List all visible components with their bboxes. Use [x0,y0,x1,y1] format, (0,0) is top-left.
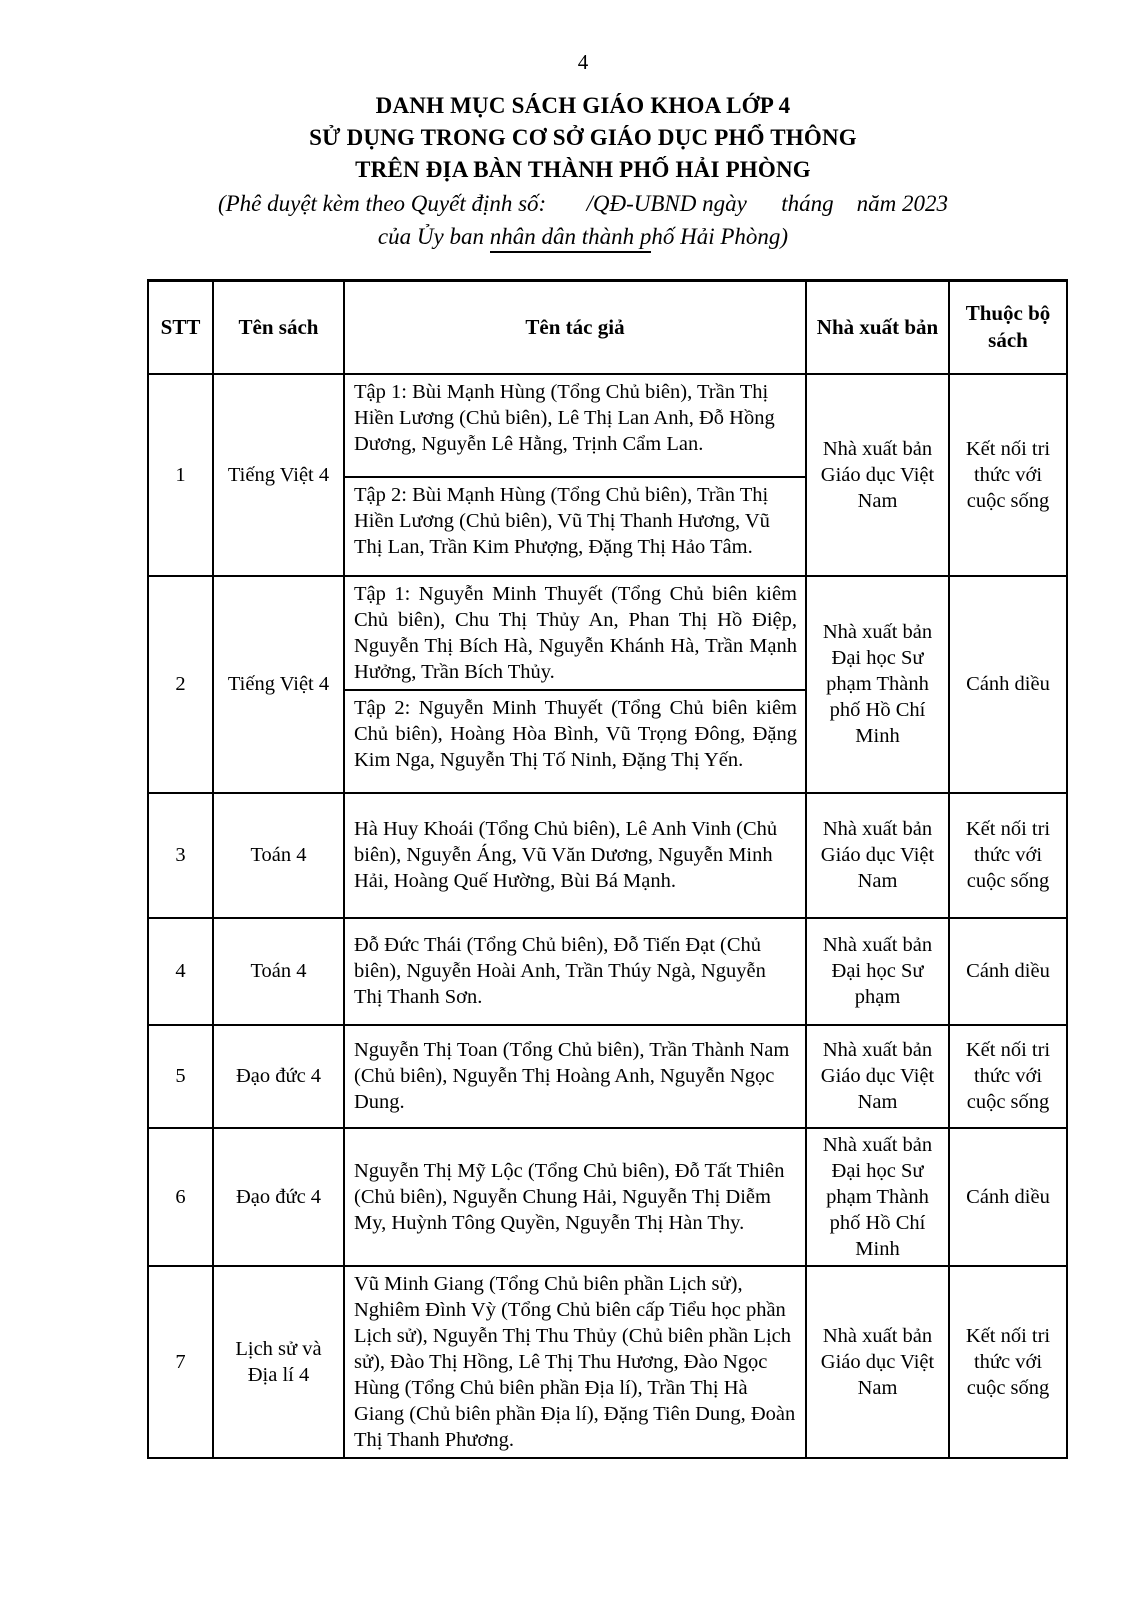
row-nxb: Nhà xuất bản Giáo dục Việt Nam [806,374,949,576]
row-tac-gia: Nguyễn Thị Toan (Tổng Chủ biên), Trần Thành Nam (Chủ biên), Nguyễn Thị Hoàng Anh, Nguyễn Ngọc Dung. [344,1025,806,1128]
row-nxb: Nhà xuất bản Giáo dục Việt Nam [806,1266,949,1458]
table-row [148,1128,1067,1266]
row-bo-sach: Cánh diều [949,918,1067,1025]
row-nxb: Nhà xuất bản Đại học Sư phạm [806,918,949,1025]
row-tac-gia: Hà Huy Khoái (Tổng Chủ biên), Lê Anh Vinh (Chủ biên), Nguyễn Áng, Vũ Văn Dương, Nguyễn Minh Hải, Hoàng Quế Hường, Bùi Bá Mạnh. [344,793,806,918]
row-tac-gia [344,374,806,576]
row-bo-sach: Kết nối tri thức với cuộc sống [949,374,1067,576]
header-ten-sach: Tên sách [213,281,344,374]
row-nxb: Nhà xuất bản Đại học Sư phạm Thành phố Hồ Chí Minh [806,1128,949,1266]
approval-note-underlined-text: nhân dân thành p [490,224,652,253]
table-row [148,918,1067,1025]
row-stt: 7 [148,1266,213,1458]
row-tac-gia: Nguyễn Thị Mỹ Lộc (Tổng Chủ biên), Đỗ Tất Thiên (Chủ biên), Nguyễn Chung Hải, Nguyễn Thị Diễm My, Huỳnh Tông Quyền, Nguyễn Thị Hàn Thy. [344,1128,806,1266]
row-tac-gia: Vũ Minh Giang (Tổng Chủ biên phần Lịch sử), Nghiêm Đình Vỳ (Tổng Chủ biên cấp Tiểu học phần Lịch sử), Nguyễn Thị Thu Thủy (Chủ biên phần Lịch sử), Đào Thị Hồng, Lê Thị Thu Hương, Đào Ngọc Hùng (Tổng Chủ biên phần Địa lí), Trần Thị Hà Giang (Chủ biên phần Địa lí), Đặng Tiên Dung, Đoàn Thị Thanh Phương. [344,1266,806,1458]
row-ten-sach: Toán 4 [213,918,344,1025]
document-title [36,90,1130,186]
row-bo-sach: Cánh diều [949,1128,1067,1266]
title-line-1: DANH MỤC SÁCH GIÁO KHOA LỚP 4 [375,93,791,118]
row-ten-sach: Tiếng Việt 4 [213,576,344,793]
approval-note-prefix: của Ủy ban [377,224,490,249]
table-row [148,1025,1067,1128]
row-stt: 3 [148,793,213,918]
title-line-3: TRÊN ĐỊA BÀN THÀNH PHỐ HẢI PHÒNG [355,157,811,182]
header-nxb: Nhà xuất bản [806,281,949,374]
approval-note-suffix: hố Hải Phòng) [651,224,789,249]
row-stt: 1 [148,374,213,576]
header-stt: STT [148,281,213,374]
header-tac-gia: Tên tác giả [344,281,806,374]
row-ten-sach: Đạo đức 4 [213,1025,344,1128]
row-nxb: Nhà xuất bản Đại học Sư phạm Thành phố Hồ Chí Minh [806,576,949,793]
approval-note-line-2 [36,220,1130,253]
row-ten-sach: Lịch sử và Địa lí 4 [213,1266,344,1458]
row-tac-gia: Đỗ Đức Thái (Tổng Chủ biên), Đỗ Tiến Đạt (Chủ biên), Nguyễn Hoài Anh, Trần Thúy Ngà, Nguyễn Thị Thanh Sơn. [344,918,806,1025]
row-bo-sach: Kết nối tri thức với cuộc sống [949,793,1067,918]
table-row [148,1266,1067,1458]
tac-gia-tap-2: Tập 2: Nguyễn Minh Thuyết (Tổng Chủ biên kiêm Chủ biên), Hoàng Hòa Bình, Vũ Trọng Đông, Đặng Kim Nga, Nguyễn Thị Tố Ninh, Đặng Thị Yến. [345,689,805,792]
page-number: 4 [577,50,589,74]
row-bo-sach: Kết nối tri thức với cuộc sống [949,1025,1067,1128]
table-row [148,576,1067,793]
approval-note-line-1: (Phê duyệt kèm theo Quyết định số: /QĐ-UBND ngày tháng năm 2023 [217,191,949,216]
row-nxb: Nhà xuất bản Giáo dục Việt Nam [806,793,949,918]
row-ten-sach: Đạo đức 4 [213,1128,344,1266]
row-stt: 4 [148,918,213,1025]
approval-note [36,187,1130,253]
row-stt: 6 [148,1128,213,1266]
row-tac-gia [344,576,806,793]
header-bo-sach: Thuộc bộ sách [949,281,1067,374]
table-header-row [148,281,1067,374]
row-bo-sach: Cánh diều [949,576,1067,793]
table-row [148,793,1067,918]
books-table [147,279,1068,1459]
tac-gia-tap-1: Tập 1: Nguyễn Minh Thuyết (Tổng Chủ biên kiêm Chủ biên), Chu Thị Thủy An, Phan Thị Hồ Điệp, Nguyễn Thị Bích Hà, Nguyễn Khánh Hà, Trần Mạnh Hưởng, Trần Bích Thủy. [354,582,797,683]
title-line-2: SỬ DỤNG TRONG CƠ SỞ GIÁO DỤC PHỔ THÔNG [309,125,857,150]
row-bo-sach: Kết nối tri thức với cuộc sống [949,1266,1067,1458]
row-stt: 5 [148,1025,213,1128]
tac-gia-tap-1: Tập 1: Bùi Mạnh Hùng (Tổng Chủ biên), Trần Thị Hiền Lương (Chủ biên), Lê Thị Lan Anh, Đỗ Hồng Dương, Nguyễn Lê Hằng, Trịnh Cẩm Lan. [354,380,775,455]
row-ten-sach: Toán 4 [213,793,344,918]
row-stt: 2 [148,576,213,793]
tac-gia-tap-2: Tập 2: Bùi Mạnh Hùng (Tổng Chủ biên), Trần Thị Hiền Lương (Chủ biên), Vũ Thị Thanh Hương, Vũ Thị Lan, Trần Kim Phượng, Đặng Thị Hảo Tâm. [345,476,805,575]
table-row [148,374,1067,576]
row-nxb: Nhà xuất bản Giáo dục Việt Nam [806,1025,949,1128]
row-ten-sach: Tiếng Việt 4 [213,374,344,576]
